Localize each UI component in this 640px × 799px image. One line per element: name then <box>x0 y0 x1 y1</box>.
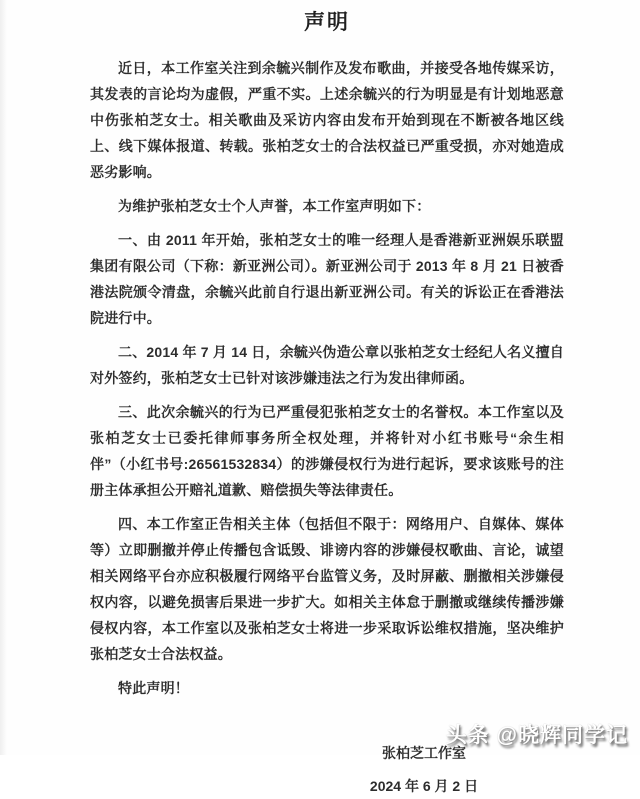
closing-declaration: 特此声明！ <box>118 680 189 696</box>
statement-item-4: 四、本工作室正告相关主体（包括但不限于：网络用户、自媒体、媒体等）立即删撤并停止传播包含诋毁、诽谤内容的涉嫌侵权歌曲、言论，诚望相关网络平台亦应积极履行网络平台监管义务，及时屏蔽、删撤相关涉嫌侵权内容，以避免损害后果进一步扩大。如相关主体怠于删撤或继续传播涉嫌侵权内容，本工作室以及张柏芝女士将进一步采取诉讼维权措施，坚决维护张柏芝女士合法权益。 <box>90 516 564 662</box>
statement-item-3: 三、此次余毓兴的行为已严重侵犯张柏芝女士的名誉权。本工作室以及张柏芝女士已委托律师事务所全权处理，并将针对小红书账号“余生相伴”（小红书号:26561532834）的涉嫌侵权行为进行起诉，要求该账号的注册主体承担公开赔礼道歉、赔偿损失等法律责任。 <box>90 404 564 498</box>
document-title: 声明 <box>304 11 350 34</box>
toutiao-watermark: 头条 @晓辉同学记 <box>445 724 628 747</box>
page-edge-shadow <box>0 0 7 755</box>
document-body <box>90 55 564 701</box>
statement-item-1: 一、由 2011 年开始，张柏芝女士的唯一经理人是香港新亚洲娱乐联盟集团有限公司（下称：新亚洲公司）。新亚洲公司于 2013 年 8 月 21 日被香港法院颁令清盘，余毓兴此前自行退出新亚洲公司。有关的诉讼正在香港法院进行中。 <box>90 232 564 326</box>
preamble-paragraph: 为维护张柏芝女士个人声誉，本工作室声明如下： <box>118 198 431 214</box>
signature-name: 张柏芝工作室 <box>382 745 466 761</box>
intro-paragraph: 近日，本工作室关注到余毓兴制作及发布歌曲，并接受各地传媒采访，其发表的言论均为虚假，严重不实。上述余毓兴的行为明显是有计划地恶意中伤张柏芝女士。相关歌曲及采访内容由发布开始到现在不断被各地区线上、线下媒体报道、转载。张柏芝女士的合法权益已严重受损，亦对她造成恶劣影响。 <box>90 60 564 180</box>
signature-date: 2024 年 6 月 2 日 <box>369 778 479 794</box>
statement-item-2: 二、2014 年 7 月 14 日，余毓兴伪造公章以张柏芝女士经纪人名义擅自对外签约，张柏芝女士已针对该涉嫌违法之行为发出律师函。 <box>90 344 564 386</box>
